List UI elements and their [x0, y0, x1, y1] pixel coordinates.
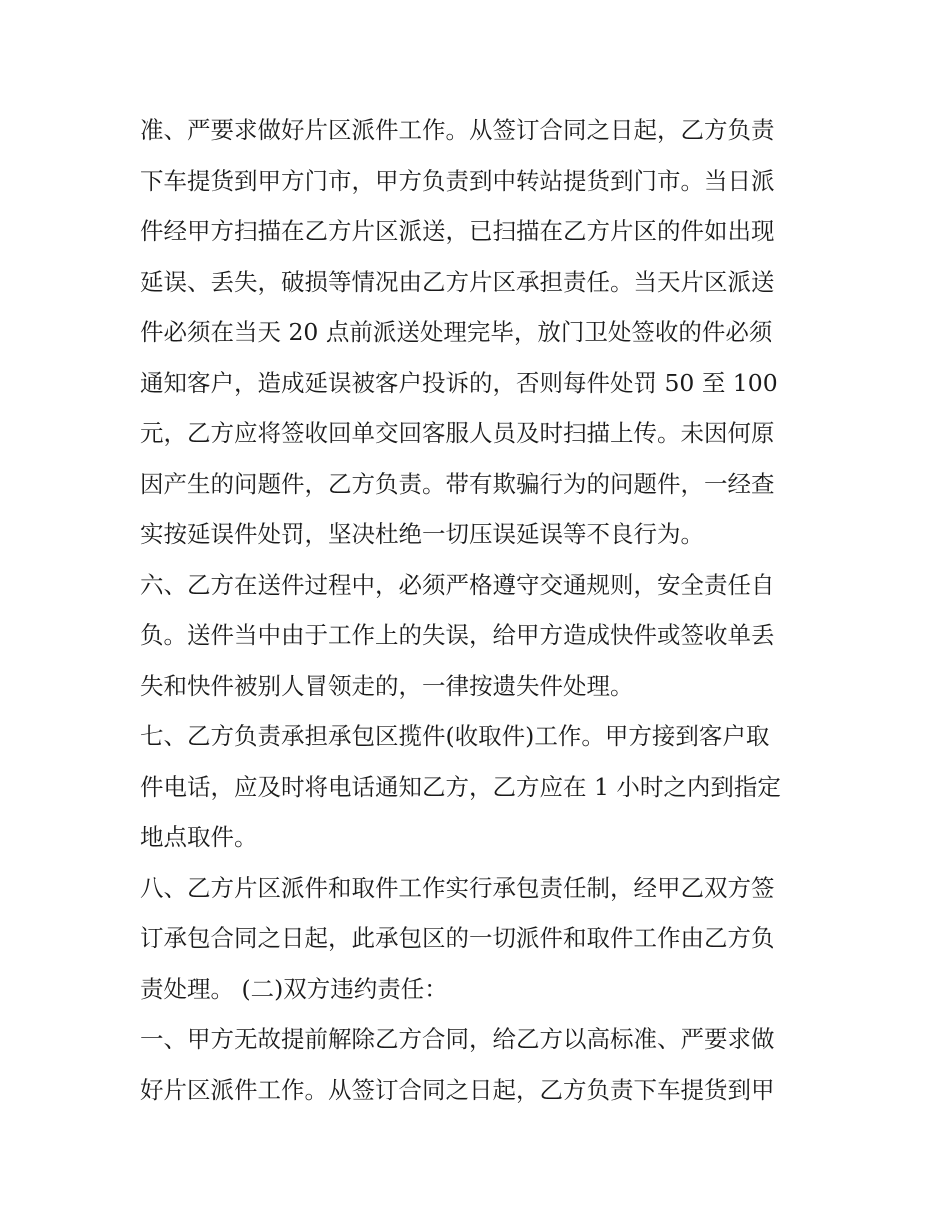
text-line: 负。送件当中由于工作上的失误，给甲方造成快件或签收单丢 [140, 621, 775, 649]
text-line: 因产生的问题件，乙方负责。带有欺骗行为的问题件，一经查 [140, 469, 775, 498]
text-line: 件电话，应及时将电话通知乙方，乙方应在 1 小时之内到指定 [140, 772, 781, 801]
text-line: 元，乙方应将签收回单交回客服人员及时扫描上传。未因何原 [140, 419, 775, 447]
text-line: 件必须在当天 20 点前派送处理完毕，放门卫处签收的件必须 [140, 318, 773, 346]
text-line: 准、严要求做好片区派件工作。从签订合同之日起，乙方负责 [140, 116, 775, 144]
text-line: 好片区派件工作。从签订合同之日起，乙方负责下车提货到甲 [140, 1075, 775, 1104]
text-line: 实按延误件处罚，坚决杜绝一切压误延误等不良行为。 [140, 520, 704, 548]
text-line: 六、乙方在送件过程中，必须严格遵守交通规则，安全责任自 [140, 570, 775, 599]
text-line: 延误、丢失，破损等情况由乙方片区承担责任。当天片区派送 [140, 267, 775, 296]
document-body [140, 105, 820, 1115]
text-line: 地点取件。 [140, 823, 258, 851]
text-line: 订承包合同之日起，此承包区的一切派件和取件工作由乙方负 [140, 924, 775, 952]
text-line: 七、乙方负责承担承包区揽件(收取件)工作。甲方接到客户取 [140, 722, 770, 750]
text-line: 失和快件被别人冒领走的，一律按遗失件处理。 [140, 671, 634, 700]
text-line: 件经甲方扫描在乙方片区派送，已扫描在乙方片区的件如出现 [140, 217, 775, 245]
text-line: 一、甲方无故提前解除乙方合同，给乙方以高标准、严要求做 [140, 1025, 775, 1053]
text-line: 责处理。 (二)双方违约责任： [140, 974, 448, 1003]
text-line: 下车提货到甲方门市，甲方负责到中转站提货到门市。当日派 [140, 166, 775, 195]
text-line: 八、乙方片区派件和取件工作实行承包责任制，经甲乙双方签 [140, 873, 775, 902]
text-line: 通知客户，造成延误被客户投诉的，否则每件处罚 50 至 100 [140, 368, 778, 397]
